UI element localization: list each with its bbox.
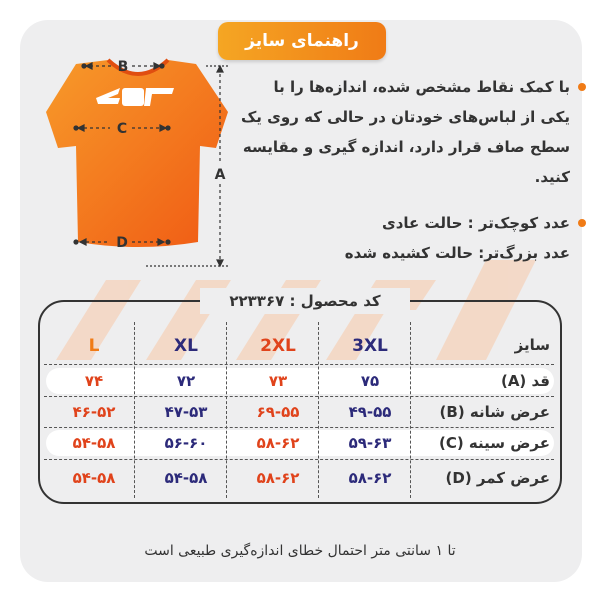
table-cell: ۴۷-۵۳ [164, 403, 208, 421]
label-a: A [214, 167, 226, 183]
row-label: عرض شانه (B) [439, 403, 550, 421]
row-label: قد (A) [500, 372, 550, 390]
label-b: B [117, 59, 129, 75]
bullet-dot-icon [578, 83, 586, 91]
table-cell: ۴۹-۵۵ [348, 403, 392, 421]
size-3xl: 3XL [352, 336, 388, 356]
table-cell: ۵۴-۵۸ [164, 469, 208, 487]
note-normal: عدد کوچک‌تر : حالت عادی [381, 214, 570, 232]
table-cell: ۶۹-۵۵ [256, 403, 300, 421]
row-label: عرض سینه (C) [438, 434, 550, 452]
table-cell: ۷۲ [176, 372, 196, 390]
tshirt-illustration [28, 52, 238, 276]
table-cell: ۷۳ [268, 372, 288, 390]
table-cell: ۴۶-۵۲ [72, 403, 116, 421]
table-cell: ۵۹-۶۳ [348, 434, 392, 452]
table-cell: ۷۵ [360, 372, 380, 390]
size-2xl: 2XL [260, 336, 296, 356]
table-cell: ۵۸-۶۲ [256, 434, 300, 452]
label-d: D [116, 235, 128, 251]
table-cell: ۵۶-۶۰ [164, 434, 208, 452]
table-cell: ۷۴ [84, 372, 104, 390]
size-l: L [88, 336, 100, 356]
table-cell: ۵۴-۵۸ [72, 469, 116, 487]
footer-note: تا ۱ سانتی متر احتمال خطای اندازه‌گیری طبیعی است [144, 543, 456, 559]
notes-list [240, 208, 570, 268]
row-label: عرض کمر (D) [445, 469, 550, 487]
product-code: کد محصول : ۲۲۳۳۶۷ [200, 288, 410, 314]
note-stretched: عدد بزرگ‌تر: حالت کشیده شده [344, 244, 570, 262]
size-xl: XL [174, 336, 198, 356]
page-title: راهنمای سایز [218, 22, 386, 60]
table-cell: ۵۴-۵۸ [72, 434, 116, 452]
bullet-dot-icon [578, 219, 586, 227]
instruction-text: با کمک نقاط مشخص شده، اندازه‌ها را با یکی از لباس‌های خودتان در حالی که روی یک سطح صاف قرار دارد، اندازه گیری و مقایسه کنید. [240, 72, 570, 192]
size-header-label: سایز [514, 336, 550, 354]
label-c: C [116, 121, 128, 137]
table-cell: ۵۸-۶۲ [256, 469, 300, 487]
table-cell: ۵۸-۶۲ [348, 469, 392, 487]
